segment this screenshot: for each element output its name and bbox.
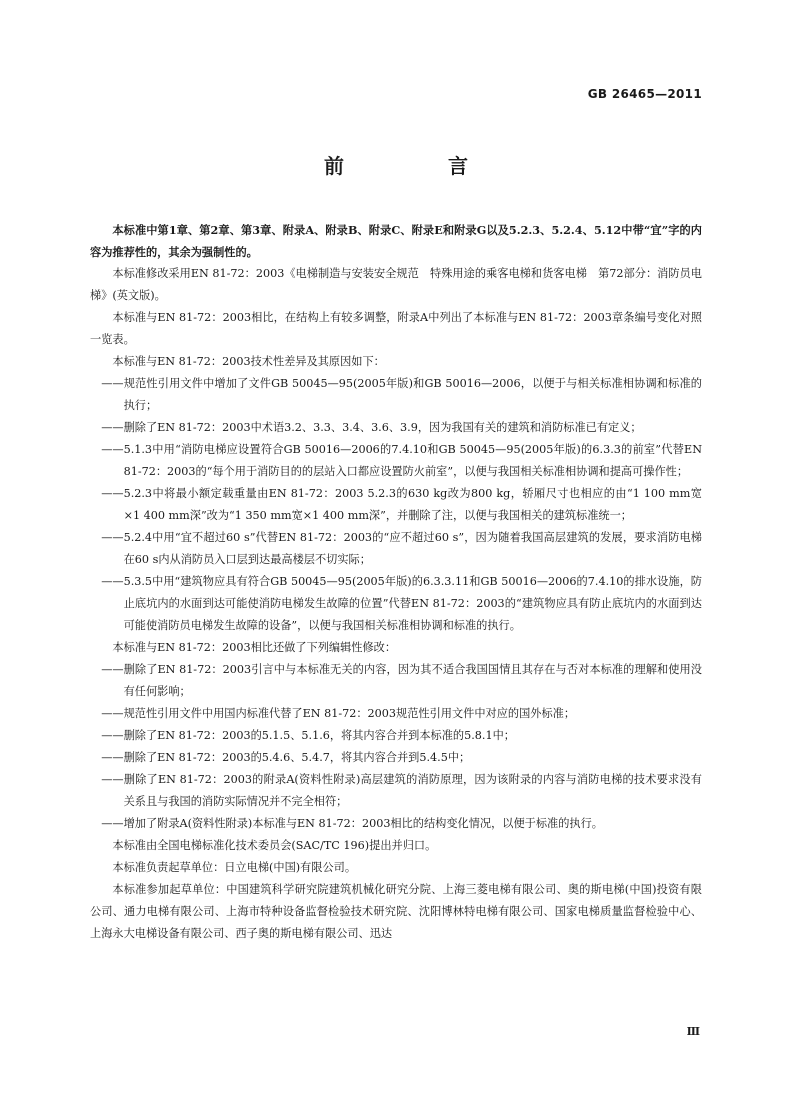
- page-number: Ⅲ: [686, 1025, 700, 1038]
- list-item: ——规范性引用文件中增加了文件GB 50045—95(2005年版)和GB 50016—2006，以便于与相关标准相协调和标准的执行；: [101, 377, 702, 412]
- list-item: ——删除了EN 81-72：2003的5.1.5、5.1.6，将其内容合并到本标准的5.8.1中；: [101, 729, 515, 742]
- list-item: ——增加了附录A(资料性附录)本标准与EN 81-72：2003相比的结构变化情况，以便于标准的执行。: [101, 817, 603, 830]
- list-item: ——删除了EN 81-72：2003引言中与本标准无关的内容，因为其不适合我国国情且其存在与否对本标准的理解和使用没有任何影响；: [101, 663, 702, 698]
- technical-differences-list: [90, 373, 702, 637]
- structure-paragraph: 本标准与EN 81-72：2003相比，在结构上有较多调整，附录A中列出了本标准与EN 81-72：2003章条编号变化对照一览表。: [90, 311, 702, 346]
- list-item: ——5.3.5中用“建筑物应具有符合GB 50045—95(2005年版)的6.3.3.11和GB 50016—2006的7.4.10的排水设施，防止底坑内的水面到达可能使消防电梯发生故障的位置”代替EN 81-72：2003的“建筑物应具有防止底坑内的水面到达可能使消防员电梯发生故障的设备”，以便与我国相关标准相协调和标准的执行。: [101, 575, 702, 632]
- list-item: ——5.1.3中用“消防电梯应设置符合GB 50016—2006的7.4.10和GB 50045—95(2005年版)的6.3.3的前室”代替EN 81-72：2003的“每个用于消防目的的层站入口都应设置防火前室”，以便与我国相关标准相协调和提高可操作性；: [101, 443, 702, 478]
- list-item: ——规范性引用文件中用国内标准代替了EN 81-72：2003规范性引用文件中对应的国外标准；: [101, 707, 576, 720]
- standard-code: GB 26465—2011: [587, 87, 702, 101]
- editorial-intro: 本标准与EN 81-72：2003相比还做了下列编辑性修改：: [112, 641, 397, 654]
- foreword-body: [90, 219, 702, 945]
- participating-drafters-paragraph: 本标准参加起草单位：中国建筑科学研究院建筑机械化研究分院、上海三菱电梯有限公司、奥的斯电梯(中国)投资有限公司、通力电梯有限公司、上海市特种设备监督检验技术研究院、沈阳博林特电梯有限公司、国家电梯质量监督检验中心、上海永大电梯设备有限公司、西子奥的斯电梯有限公司、迅达: [90, 883, 702, 940]
- list-item: ——5.2.4中用“宜不超过60 s”代替EN 81-72：2003的“应不超过60 s”，因为随着我国高层建筑的发展，要求消防电梯在60 s内从消防员入口层到达最高楼层不切实际；: [101, 531, 702, 566]
- list-item: ——删除了EN 81-72：2003的附录A(资料性附录)高层建筑的消防原理，因为该附录的内容与消防电梯的技术要求没有关系且与我国的消防实际情况并不完全相符；: [101, 773, 702, 808]
- scope-paragraph: 本标准中第1章、第2章、第3章、附录A、附录B、附录C、附录E和附录G以及5.2.3、5.2.4、5.12中带“宜”字的内容为推荐性的，其余为强制性的。: [90, 223, 702, 259]
- list-item: ——删除了EN 81-72：2003的5.4.6、5.4.7，将其内容合并到5.4.5中；: [101, 751, 471, 764]
- list-item: ——删除了EN 81-72：2003中术语3.2、3.3、3.4、3.6、3.9，因为我国有关的建筑和消防标准已有定义；: [101, 421, 642, 434]
- page-title: 前 言: [324, 154, 510, 178]
- tech-diff-intro: 本标准与EN 81-72：2003技术性差异及其原因如下：: [112, 355, 385, 368]
- adoption-paragraph: 本标准修改采用EN 81-72：2003《电梯制造与安装安全规范 特殊用途的乘客电梯和货客电梯 第72部分：消防员电梯》(英文版)。: [90, 267, 702, 302]
- editorial-changes-list: [90, 659, 702, 835]
- proposer-paragraph: 本标准由全国电梯标准化技术委员会(SAC/TC 196)提出并归口。: [112, 839, 437, 852]
- list-item: ——5.2.3中将最小额定载重量由EN 81-72：2003 5.2.3的630 kg改为800 kg，轿厢尺寸也相应的由“1 100 mm宽×1 400 mm深”改为“1 350 mm宽×1 400 mm深”，并删除了注，以便与我国相关的建筑标准统一；: [101, 487, 702, 522]
- lead-drafter-paragraph: 本标准负责起草单位：日立电梯(中国)有限公司。: [112, 861, 357, 874]
